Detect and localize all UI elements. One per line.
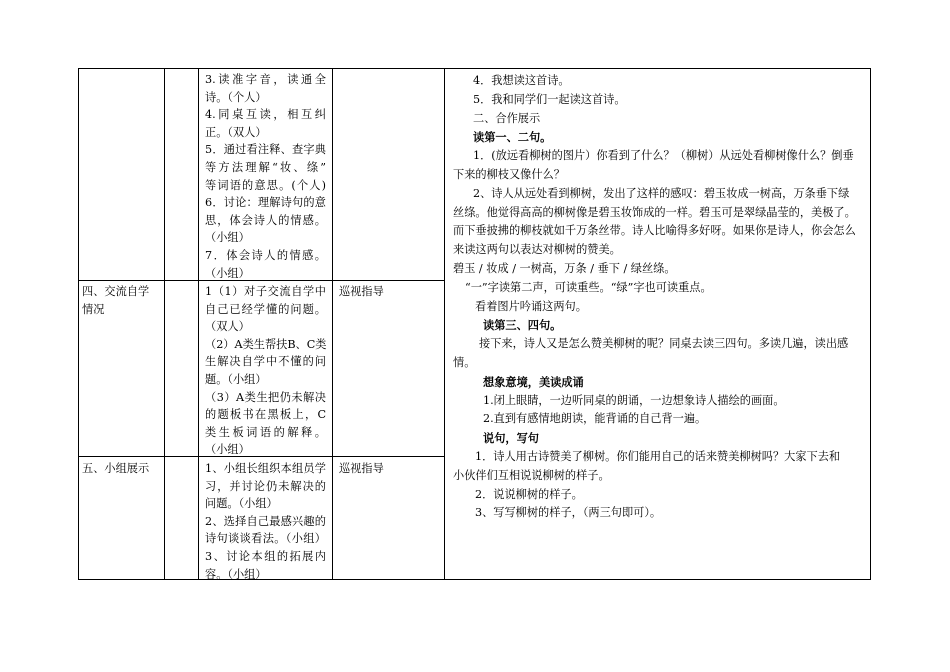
step-line: 等方法理解“妆、绦” [205,160,326,174]
activity-line: （小组） [205,443,250,457]
step-line: （小组） [205,266,250,280]
activity-line: 问题。（小组） [205,497,278,511]
teacher-guidance-group-show: 巡视指导 [339,462,384,475]
text-line: 4．我想读这首诗。 [473,74,570,87]
text-line: 2．说说柳树的样子。 [475,487,583,501]
table-border-top [78,68,871,69]
exchange-student-activities [205,283,326,459]
activity-line: 题。（小组） [205,372,267,386]
activity-line: 1、小组长组织本组员学 [205,462,326,475]
group-show-student-activities [205,460,326,583]
activity-line: （2）A类生帮扶B、C类 [205,337,327,351]
step-line: 正。（双人） [205,125,267,139]
activity-line: 生解决自学中不懂的问 [205,355,326,369]
text-line: 看着图片吟诵这两句。 [475,299,587,313]
section-heading: 想象意境，美读成诵 [483,374,584,389]
activity-line: 类生板词语的解释。 [205,425,326,439]
text-line: 接下来，诗人又是怎么赞美柳树的呢？同桌去读三四句。多读几遍，读出感 [479,337,849,351]
step-line: 诗。（个人） [205,90,267,104]
step-line: （小组） [205,231,250,245]
step-line: 6．讨论：理解诗句的意 [205,196,326,210]
text-line: 碧玉 / 妆成 / 一树高，万条 / 垂下 / 绿丝绦。 [453,261,676,275]
text-line: 而下垂披拂的柳枝就如千万条丝带。诗人比喻得多好呀。如果你是诗人，你会怎么 [453,224,856,238]
text-line: 2.直到有感情地朗读，能背诵的自己背一遍。 [483,412,707,426]
text-line: 二、合作展示 [473,111,541,125]
text-line: 1.闭上眼睛，一边听同桌的朗诵，一边想象诗人描绘的画面。 [483,393,785,407]
text-line: 3、写写柳树的样子，（两三句即可）。 [475,506,662,520]
text-line: 1．(放远看柳树的图片）你看到了什么？（柳树）从远处看柳树像什么？倒垂 [473,149,854,163]
step-title-exchange: 四、交流自学 情况 [82,285,150,316]
activity-line: 的题板书在黑板上，C [205,408,326,422]
activity-line: 容。（小组） [205,567,267,581]
column-divider [164,68,165,580]
text-line: 来读这两句以表达对柳树的赞美。 [453,243,621,257]
activity-line: 3、讨论本组的拓展内 [205,549,326,563]
table-border-bottom [78,579,871,580]
text-line: “一”字读第二声，可读重些。“绿”字也可读重点。 [465,280,712,294]
text-line: 5．我和同学们一起读这首诗。 [473,92,626,106]
step-line: 4.同桌互读，相互纠 [205,108,326,122]
self-study-steps [205,71,326,282]
text-line: 2、诗人从远处看到柳树，发出了这样的感叹：碧玉妆成一树高，万条垂下绿 [473,186,850,200]
text-line: 丝绦。他觉得高高的柳树像是碧玉妆饰成的一样。碧玉可是翠绿晶莹的，美极了。 [453,205,856,219]
step-title-group-show: 五、小组展示 [82,462,150,475]
text-line: 情。 [453,355,476,369]
step-line: 3.读准字音，读通全 [205,73,326,86]
column-divider [332,68,333,580]
text-line: 小伙伴们互相说说柳树的样子。 [453,468,610,482]
text-line: 1．诗人用古诗赞美了柳树。你们能用自己的话来赞美柳树吗？大家下去和 [475,449,841,463]
activity-line: 2、选择自己最感兴趣的 [205,514,326,528]
step-line: 5．通过看注释、查字典 [205,143,326,157]
section-heading: 读第一、二句。 [473,130,552,145]
activity-line: 习，并讨论仍未解决的 [205,479,326,493]
column-divider [444,68,445,580]
teacher-guidance-exchange: 巡视指导 [339,285,384,298]
table-border-left [78,68,79,580]
activity-line: 诗句谈谈看法。（小组） [205,532,326,546]
text-line: 下来的柳枝又像什么？ [453,167,565,181]
teaching-process-text [453,72,866,523]
section-heading: 读第三、四句。 [483,318,562,333]
activity-line: 1（1）对子交流自学中 [205,285,326,298]
step-line: 7．体会诗人的情感。 [205,248,326,262]
step-line: 等词语的意思。(个人) [205,178,326,192]
activity-line: （3）A类生把仍未解决 [205,390,326,404]
table-border-right [870,68,871,580]
activity-line: 自己已经学懂的问题。 [205,302,326,316]
column-divider [198,68,199,580]
activity-line: （双人） [205,320,250,334]
step-line: 思，体会诗人的情感。 [205,213,326,227]
section-heading: 说句，写句 [483,431,539,446]
